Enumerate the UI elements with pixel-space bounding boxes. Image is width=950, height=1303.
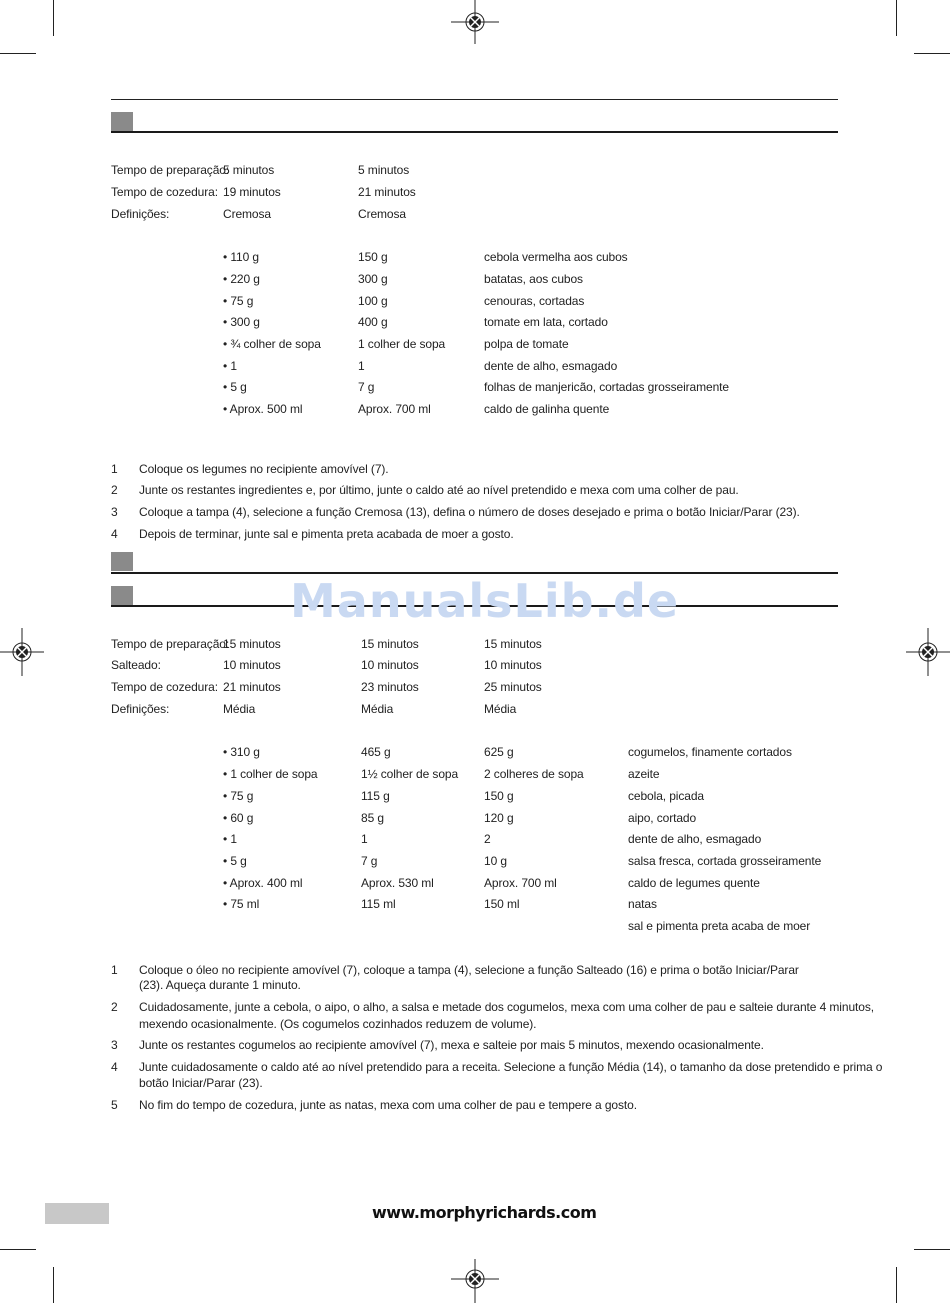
ingredient-qty: Aprox. 700 ml: [358, 402, 431, 416]
ingredient-qty: 100 g: [358, 294, 388, 308]
ingredient-qty: 1: [358, 359, 365, 373]
ingredient-name: caldo de galinha quente: [484, 402, 610, 416]
ingredient-qty: 7 g: [358, 380, 375, 394]
info-value: Média: [484, 702, 517, 716]
ingredient-qty: Aprox. 530 ml: [361, 876, 434, 890]
registration-mark-icon: [451, 0, 499, 44]
section-marker: [111, 552, 133, 571]
crop-mark: [53, 1267, 54, 1303]
step-number: 2: [111, 483, 118, 497]
section-marker: [111, 112, 133, 131]
step-text: Coloque os legumes no recipiente amovível (7).: [139, 462, 389, 476]
info-label: Tempo de cozedura:: [111, 185, 218, 199]
ingredient-qty: 2: [484, 832, 491, 846]
info-value: 19 minutos: [223, 185, 281, 199]
ingredient-name: sal e pimenta preta acaba de moer: [628, 919, 811, 933]
info-value: Cremosa: [358, 207, 406, 221]
ingredient-qty: 150 g: [358, 250, 388, 264]
watermark: ManualsLib.de: [290, 574, 680, 628]
step-text: mexendo ocasionalmente. (Os cogumelos cozinhados reduzem de volume).: [139, 1017, 537, 1031]
info-value: 5 minutos: [223, 163, 275, 177]
info-value: 15 minutos: [484, 637, 542, 651]
step-number: 4: [111, 1060, 118, 1074]
info-label: Salteado:: [111, 658, 161, 672]
step-number: 4: [111, 527, 118, 541]
ingredient-name: cebola, picada: [628, 789, 704, 803]
info-label: Definições:: [111, 207, 170, 221]
ingredient-qty: 120 g: [484, 811, 514, 825]
ingredient-qty: • 1: [223, 359, 237, 373]
page-number-tab: [45, 1203, 109, 1224]
step-text: Coloque o óleo no recipiente amovível (7), coloque a tampa (4), selecione a função Salteado (16) e prima o botão Iniciar/Parar: [139, 963, 799, 977]
ingredient-name: tomate em lata, cortado: [484, 315, 608, 329]
ingredient-name: aipo, cortado: [628, 811, 697, 825]
registration-mark-icon: [906, 628, 950, 676]
info-value: 15 minutos: [361, 637, 419, 651]
step-text: Cuidadosamente, junte a cebola, o aipo, o alho, a salsa e metade dos cogumelos, mexa com uma colher de pau e salteie durante 4 minutos,: [139, 1000, 874, 1014]
ingredient-qty: 400 g: [358, 315, 388, 329]
info-value: Média: [223, 702, 256, 716]
ingredient-qty: • 60 g: [223, 811, 254, 825]
ingredient-qty: 625 g: [484, 745, 514, 759]
step-text: Junte os restantes ingredientes e, por último, junte o caldo até ao nível pretendido e mexa com uma colher de pau.: [139, 483, 739, 497]
crop-mark: [914, 1249, 950, 1250]
info-value: 25 minutos: [484, 680, 542, 694]
section-bottom-rule: [111, 131, 838, 133]
ingredient-qty: 1: [361, 832, 368, 846]
info-label: Tempo de preparação:: [111, 637, 230, 651]
info-value: 10 minutos: [361, 658, 419, 672]
ingredient-name: batatas, aos cubos: [484, 272, 583, 286]
crop-mark: [914, 53, 950, 54]
ingredient-qty: • 310 g: [223, 745, 260, 759]
ingredient-qty: • 220 g: [223, 272, 260, 286]
info-value: 21 minutos: [358, 185, 416, 199]
ingredient-name: cenouras, cortadas: [484, 294, 585, 308]
ingredient-name: azeite: [628, 767, 660, 781]
step-text: Depois de terminar, junte sal e pimenta preta acabada de moer a gosto.: [139, 527, 514, 541]
step-text: Coloque a tampa (4), selecione a função Cremosa (13), defina o número de doses desejado e prima o botão Iniciar/Parar (23).: [139, 505, 800, 519]
info-value: 23 minutos: [361, 680, 419, 694]
ingredient-qty: 7 g: [361, 854, 378, 868]
ingredient-qty: • 1: [223, 832, 237, 846]
step-text: Junte os restantes cogumelos ao recipiente amovível (7), mexa e salteie por mais 5 minutos, mexendo ocasionalmente.: [139, 1038, 764, 1052]
ingredient-name: folhas de manjericão, cortadas grosseiramente: [484, 380, 729, 394]
step-text: No fim do tempo de cozedura, junte as natas, mexa com uma colher de pau e tempere a gosto.: [139, 1098, 637, 1112]
info-value: 15 minutos: [223, 637, 281, 651]
ingredient-qty: • 75 g: [223, 789, 254, 803]
crop-mark: [896, 0, 897, 36]
step-number: 2: [111, 1000, 118, 1014]
ingredient-name: caldo de legumes quente: [628, 876, 760, 890]
crop-mark: [53, 0, 54, 36]
footer-url: www.morphyrichards.com: [372, 1203, 597, 1222]
ingredient-qty: 150 ml: [484, 897, 520, 911]
ingredient-qty: 10 g: [484, 854, 507, 868]
step-number: 3: [111, 505, 118, 519]
ingredient-qty: • Aprox. 400 ml: [223, 876, 303, 890]
step-number: 1: [111, 963, 118, 977]
ingredient-name: dente de alho, esmagado: [628, 832, 762, 846]
crop-mark: [0, 53, 36, 54]
ingredient-qty: • 5 g: [223, 380, 247, 394]
info-value: 10 minutos: [484, 658, 542, 672]
info-label: Tempo de cozedura:: [111, 680, 218, 694]
info-label: Definições:: [111, 702, 170, 716]
registration-mark-icon: [0, 628, 44, 676]
ingredient-qty: 1½ colher de sopa: [361, 767, 459, 781]
ingredient-qty: • Aprox. 500 ml: [223, 402, 303, 416]
ingredient-qty: • 1 colher de sopa: [223, 767, 318, 781]
ingredient-name: salsa fresca, cortada grosseiramente: [628, 854, 822, 868]
ingredient-qty: • 75 ml: [223, 897, 260, 911]
info-label: Tempo de preparação:: [111, 163, 230, 177]
ingredient-qty: • 110 g: [223, 250, 259, 264]
ingredient-name: cebola vermelha aos cubos: [484, 250, 628, 264]
info-value: Média: [361, 702, 394, 716]
step-text: Junte cuidadosamente o caldo até ao nível pretendido para a receita. Selecione a função Média (14), o tamanho da dose pretendido e prima o: [139, 1060, 883, 1074]
ingredient-qty: 85 g: [361, 811, 384, 825]
registration-mark-icon: [451, 1259, 499, 1303]
info-value: 5 minutos: [358, 163, 410, 177]
step-number: 1: [111, 462, 118, 476]
crop-mark: [896, 1267, 897, 1303]
ingredient-name: polpa de tomate: [484, 337, 569, 351]
ingredient-qty: • 75 g: [223, 294, 254, 308]
ingredient-qty: 465 g: [361, 745, 391, 759]
section-top-rule: [111, 99, 838, 100]
ingredient-qty: 115 ml: [361, 897, 396, 911]
info-value: 21 minutos: [223, 680, 281, 694]
step-text: (23). Aqueça durante 1 minuto.: [139, 978, 301, 992]
info-value: 10 minutos: [223, 658, 281, 672]
ingredient-qty: 115 g: [361, 789, 390, 803]
ingredient-qty: • 5 g: [223, 854, 247, 868]
info-value: Cremosa: [223, 207, 271, 221]
ingredient-name: cogumelos, finamente cortados: [628, 745, 792, 759]
ingredient-qty: 1 colher de sopa: [358, 337, 446, 351]
section-marker: [111, 586, 133, 605]
step-text: botão Iniciar/Parar (23).: [139, 1076, 263, 1090]
ingredient-qty: • ¾ colher de sopa: [223, 337, 321, 351]
step-number: 5: [111, 1098, 118, 1112]
ingredient-qty: • 300 g: [223, 315, 260, 329]
ingredient-qty: 2 colheres de sopa: [484, 767, 584, 781]
ingredient-qty: Aprox. 700 ml: [484, 876, 557, 890]
step-number: 3: [111, 1038, 118, 1052]
crop-mark: [0, 1249, 36, 1250]
ingredient-qty: 150 g: [484, 789, 514, 803]
ingredient-qty: 300 g: [358, 272, 388, 286]
ingredient-name: natas: [628, 897, 657, 911]
ingredient-name: dente de alho, esmagado: [484, 359, 618, 373]
